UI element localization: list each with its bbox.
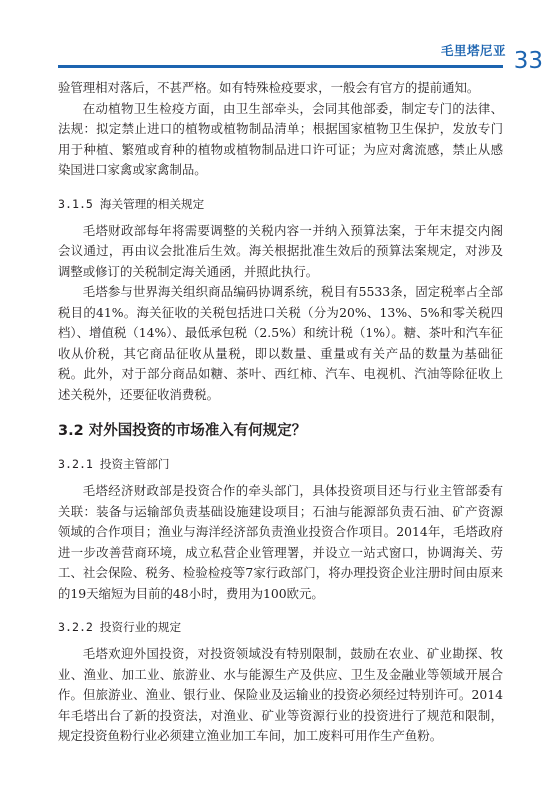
- paragraph-continued: 验管理相对落后，不甚严格。如有特殊检疫要求，一般会有官方的提前通知。: [58, 80, 480, 95]
- paragraph-plant-animal-quarantine: 在动植物卫生检疫方面，由卫生部牵头，会同其他部委，制定专门的法律、法规：拟定禁止进口的植物或植物制品清单；根据国家植物卫生保护，发放专门用于种植、繁殖或育种的植物或植物制品进口许可证；为应对禽流感，禁止从感染国进口家禽或家禽制品。: [58, 100, 503, 177]
- paragraph-investment-department: 毛塔经济财政部是投资合作的牵头部门，具体投资项目还与行业主管部委有关联：装备与运输部负责基础设施建设项目；石油与能源部负责石油、矿产资源领域的合作项目；渔业与海洋经济部负责渔业投资合作项目。2014年，毛塔政府进一步改善营商环境，成立私营企业管理署，并设立一站式窗口，协调海关、劳工、社会保险、税务、检验检疫等7家行政部门，将办理投资企业注册时间由原来的19天缩短为目前的48小时，费用为100欧元。: [58, 483, 503, 601]
- page-body: [58, 78, 503, 747]
- paragraph-investment-sectors: 毛塔欢迎外国投资，对投资领域没有特别限制，鼓励在农业、矿业勘探、牧业、渔业、加工业、旅游业、水与能源生产及供应、卫生及金融业等领域开展合作。但旅游业、渔业、银行业、保险业及运输业的投资必须经过特别许可。2014年毛塔出台了新的投资法，对渔业、矿业等资源行业的投资进行了规范和限制，规定投资鱼粉行业必须建立渔业加工车间，加工废料可用作生产鱼粉。: [58, 646, 503, 743]
- heading-3-1-5: 3.1.5 海关管理的相关规定: [58, 196, 205, 211]
- heading-3-2: 3.2 对外国投资的市场准入有何规定？: [58, 423, 307, 439]
- running-header-title: 毛里塔尼亚: [440, 43, 506, 58]
- paragraph-customs-tariffs: 毛塔参与世界海关组织商品编码协调系统，税目有5533条，固定税率占全部税目的41%。海关征收的关税包括进口关税（分为20%、13%、5%和零关税四档）、增值税（14%）、最低承包税（2.5%）和统计税（1%）。糖、茶叶和汽车征收从价税，其它商品征收从量税，即以数量、重量或有关产品的数量为基础征税。此外，对于部分商品如糖、茶叶、西红柿、汽车、电视机、汽油等除征收上述关税外，还要征收消费税。: [58, 284, 503, 402]
- heading-3-2-1: 3.2.1 投资主管部门: [58, 457, 170, 471]
- page-number: 33: [513, 48, 543, 74]
- header-rule: [58, 65, 503, 68]
- paragraph-customs-budget: 毛塔财政部每年将需要调整的关税内容一并纳入预算法案，于年末提交内阁会议通过，再由议会批准后生效。海关根据批准生效后的预算法案规定，对涉及调整或修订的关税制定海关通函，并照此执行。: [58, 222, 503, 279]
- heading-3-2-2: 3.2.2 投资行业的规定: [58, 620, 182, 634]
